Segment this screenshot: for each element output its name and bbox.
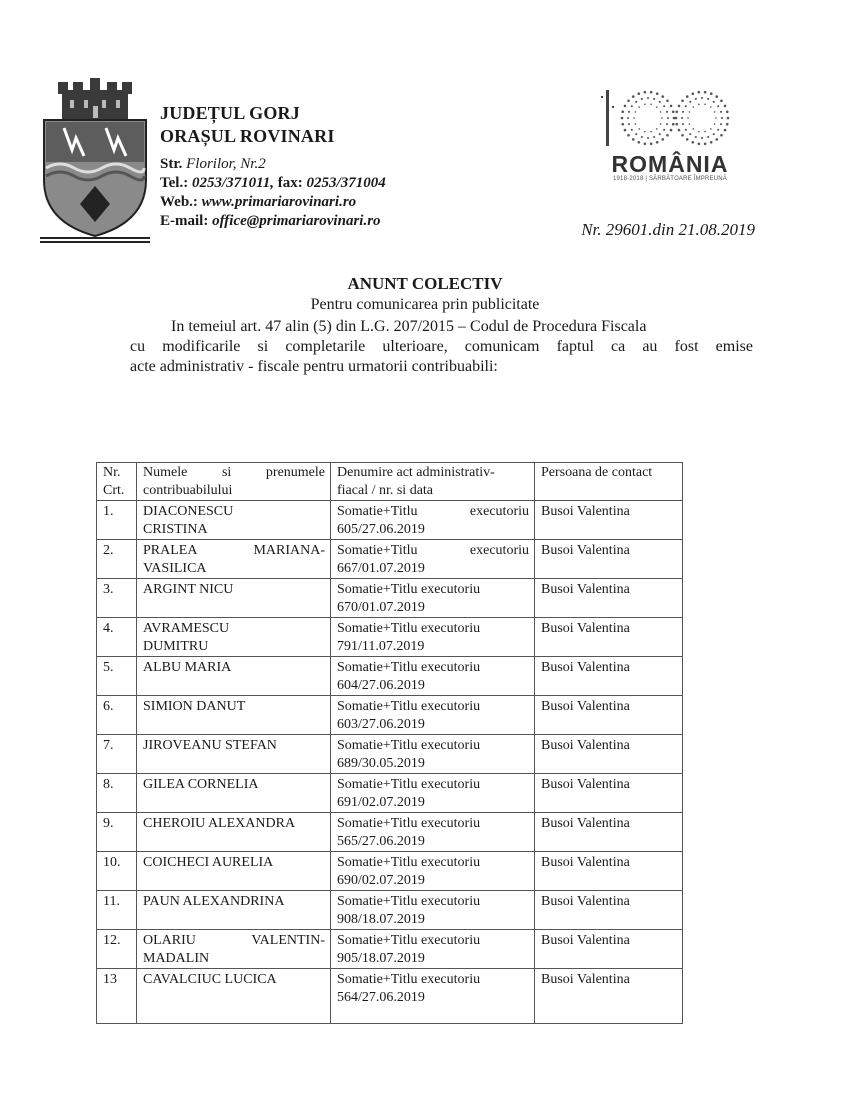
- taxpayers-table: [96, 462, 683, 1024]
- logo-dot: [715, 95, 718, 98]
- header-name: [137, 463, 331, 501]
- logo-dot: [675, 123, 678, 126]
- logo-dot: [704, 131, 706, 133]
- romania-word: ROMÂNIA: [611, 151, 729, 177]
- cell-contact: Busoi Valentina: [535, 618, 683, 657]
- logo-dot: [650, 104, 652, 106]
- cell-act-line1: Somatie+Titlu executoriu: [337, 894, 481, 909]
- logo-dot: [715, 117, 717, 119]
- cell-name: [137, 891, 331, 930]
- announcement-body: [130, 317, 753, 377]
- logo-dot: [624, 129, 627, 132]
- cell-act-line1: Somatie+Titlu executoriu: [337, 582, 481, 597]
- cell-act-line1: Somatie+Titlu executoriu: [337, 699, 481, 714]
- cell-act: [331, 696, 535, 735]
- logo-dot: [635, 101, 637, 103]
- logo-dot: [659, 133, 661, 135]
- table-row: [97, 930, 683, 969]
- cell-name-line1: CHEROIU ALEXANDRA: [143, 816, 296, 831]
- logo-dot: [661, 138, 664, 141]
- cell-name-line1: PRALEA MARIANA-: [143, 543, 325, 558]
- cell-contact: Busoi Valentina: [535, 501, 683, 540]
- logo-dot: [681, 134, 684, 137]
- cell-act: [331, 657, 535, 696]
- logo-dot: [698, 131, 700, 133]
- street-value: Florilor, Nr.2: [186, 156, 266, 172]
- logo-dot: [656, 92, 659, 95]
- logo-dot: [704, 143, 707, 146]
- logo-dot: [686, 138, 689, 141]
- cell-act-line2: 565/27.06.2019: [337, 834, 425, 849]
- logo-dot: [663, 105, 665, 107]
- cell-name-line1: CAVALCIUC LUCICA: [143, 972, 277, 987]
- logo-dot: [656, 106, 658, 108]
- logo-dot: [659, 101, 661, 103]
- phone-line: [160, 174, 460, 193]
- logo-dot: [670, 105, 673, 108]
- logo-dot: [682, 111, 684, 113]
- logo-dot: [681, 117, 683, 119]
- header-act-line1: Denumire act administrativ-: [337, 465, 495, 480]
- logo-dot: [624, 105, 627, 108]
- header-name-line2: contribuabilului: [143, 483, 233, 498]
- logo-dot: [710, 141, 713, 144]
- street-label: Str.: [160, 156, 183, 172]
- header-name-line1: Numele si prenumele: [143, 465, 325, 480]
- logo-dot: [638, 106, 640, 108]
- logo-dot: [724, 129, 727, 132]
- logo-dot: [710, 92, 713, 95]
- logo-dot: [638, 128, 640, 130]
- logo-dot: [637, 141, 640, 144]
- body-line-3: acte administrativ - fiscale pentru urmatorii contribuabili:: [130, 358, 498, 375]
- header-nr-line1: Nr.: [103, 465, 121, 480]
- cell-act: [331, 930, 535, 969]
- logo-dot: [720, 123, 722, 125]
- cell-name-line1: COICHECI AURELIA: [143, 855, 274, 870]
- cell-act-line1: Somatie+Titlu executoriu: [337, 855, 481, 870]
- table-row: [97, 540, 683, 579]
- logo-dot: [704, 91, 707, 94]
- logo-dot: [724, 105, 727, 108]
- cell-contact: Busoi Valentina: [535, 813, 683, 852]
- cell-act: [331, 579, 535, 618]
- cell-act-line2: 691/02.07.2019: [337, 795, 425, 810]
- cell-name-line1: ALBU MARIA: [143, 660, 232, 675]
- street-line: [160, 155, 460, 174]
- table-row: [97, 579, 683, 618]
- logo-dot: [710, 106, 712, 108]
- logo-dot: [627, 134, 630, 137]
- header-contact: Persoana de contact: [535, 463, 683, 501]
- cell-act: [331, 618, 535, 657]
- logo-dot: [666, 134, 669, 137]
- table-row: [97, 696, 683, 735]
- cell-name-line2: MADALIN: [143, 951, 210, 966]
- email-value: office@primariarovinari.ro: [212, 213, 381, 229]
- web-line: [160, 193, 460, 212]
- tel-label: Tel.:: [160, 175, 189, 191]
- logo-dot: [627, 117, 629, 119]
- coat-of-arms-logo: [40, 76, 150, 244]
- email-label: E-mail:: [160, 213, 209, 229]
- cell-nr: 9.: [97, 813, 137, 852]
- cell-name: [137, 930, 331, 969]
- web-value: www.primariarovinari.ro: [201, 194, 357, 210]
- cell-name: [137, 501, 331, 540]
- logo-dot: [689, 123, 691, 125]
- logo-dot: [685, 129, 687, 131]
- logo-dot: [653, 98, 655, 100]
- logo-dot: [663, 129, 665, 131]
- cell-act-line1: Somatie+Titlu executoriu: [337, 543, 529, 558]
- cell-nr: 7.: [97, 735, 137, 774]
- logo-dot: [686, 95, 689, 98]
- logo-dot: [641, 136, 643, 138]
- cell-name-line1: GILEA CORNELIA: [143, 777, 259, 792]
- cell-act-line2: 605/27.06.2019: [337, 522, 425, 537]
- logo-dot: [641, 98, 643, 100]
- romania-tagline: 1918-2018 | SĂRBĂTOARE ÎMPREUNĂ: [612, 176, 728, 182]
- fax-value: 0253/371004: [306, 175, 386, 191]
- logo-dot: [707, 98, 709, 100]
- logo-dot: [635, 123, 637, 125]
- cell-act-line2: 604/27.06.2019: [337, 678, 425, 693]
- cell-act: [331, 891, 535, 930]
- cell-act: [331, 813, 535, 852]
- cell-contact: Busoi Valentina: [535, 579, 683, 618]
- cell-nr: 3.: [97, 579, 137, 618]
- cell-contact: Busoi Valentina: [535, 540, 683, 579]
- cell-act-line2: 690/02.07.2019: [337, 873, 425, 888]
- logo-dot: [678, 129, 681, 132]
- logo-dot: [691, 92, 694, 95]
- logo-dot: [628, 123, 630, 125]
- logo-dot: [661, 117, 663, 119]
- body-line-2: cu modificarile si completarile ulterioare, comunicam faptul ca au fost emise: [130, 338, 753, 355]
- registration-number: Nr. 29601.din 21.08.2019: [581, 220, 755, 239]
- tel-value: 0253/371011,: [191, 175, 275, 191]
- header-act-line2: fiacal / nr. si data: [337, 483, 434, 498]
- logo-dot: [656, 128, 658, 130]
- cell-name: [137, 657, 331, 696]
- logo-dot: [670, 129, 673, 132]
- logo-dot: [695, 98, 697, 100]
- logo-dot: [698, 143, 701, 146]
- cell-nr: 1.: [97, 501, 137, 540]
- table-row: [97, 618, 683, 657]
- cell-act: [331, 540, 535, 579]
- cell-act-line2: 905/18.07.2019: [337, 951, 425, 966]
- logo-dot: [682, 123, 684, 125]
- logo-dot: [660, 111, 662, 113]
- logo-dot: [633, 117, 635, 119]
- cell-name-line1: JIROVEANU STEFAN: [143, 738, 277, 753]
- logo-dot: [698, 104, 700, 106]
- cell-name: [137, 852, 331, 891]
- cell-name: [137, 969, 331, 1024]
- cell-nr: 6.: [97, 696, 137, 735]
- cell-act-line2: 689/30.05.2019: [337, 756, 425, 771]
- table-row: [97, 852, 683, 891]
- logo-dot: [717, 105, 719, 107]
- logo-dot: [710, 128, 712, 130]
- fax-label: fax:: [277, 175, 303, 191]
- logo-dot: [650, 131, 652, 133]
- cell-nr: 8.: [97, 774, 137, 813]
- table-row: [97, 657, 683, 696]
- logo-dot: [681, 99, 684, 102]
- logo-dot: [713, 101, 715, 103]
- cell-nr: 5.: [97, 657, 137, 696]
- logo-dot: [627, 99, 630, 102]
- logo-dot: [644, 91, 647, 94]
- cell-name: [137, 540, 331, 579]
- logo-dot: [704, 104, 706, 106]
- email-line: [160, 212, 460, 231]
- logo-dot: [698, 91, 701, 94]
- logo-dot: [656, 141, 659, 144]
- cell-name-line1: DIACONESCU: [143, 504, 234, 519]
- logo-dot: [635, 133, 637, 135]
- logo-dot: [701, 137, 703, 139]
- cell-contact: Busoi Valentina: [535, 774, 683, 813]
- logo-dot: [644, 143, 647, 146]
- logo-dot: [707, 136, 709, 138]
- logo-dot: [644, 104, 646, 106]
- cell-act-line2: 667/01.07.2019: [337, 561, 425, 576]
- logo-dot: [660, 123, 662, 125]
- cell-nr: 10.: [97, 852, 137, 891]
- table-row: [97, 774, 683, 813]
- cell-name: [137, 735, 331, 774]
- cell-contact: Busoi Valentina: [535, 891, 683, 930]
- logo-dot: [692, 128, 694, 130]
- cell-act-line1: Somatie+Titlu executoriu: [337, 738, 481, 753]
- cell-act-line1: Somatie+Titlu executoriu: [337, 972, 481, 987]
- cell-act-line1: Somatie+Titlu executoriu: [337, 660, 481, 675]
- cell-act-line2: 564/27.06.2019: [337, 990, 425, 1005]
- logo-dot: [726, 123, 729, 126]
- cell-contact: Busoi Valentina: [535, 657, 683, 696]
- logo-dot: [687, 117, 689, 119]
- logo-dot: [721, 117, 723, 119]
- logo-dot: [672, 123, 675, 126]
- county-name: JUDEȚUL GORJ: [160, 103, 300, 123]
- logo-dot: [621, 110, 624, 113]
- logo-dot: [667, 117, 669, 119]
- logo-dot: [632, 95, 635, 98]
- logo-dot: [713, 133, 715, 135]
- logo-dot: [628, 111, 630, 113]
- logo-dot: [631, 105, 633, 107]
- cell-name-line2: CRISTINA: [143, 522, 208, 537]
- logo-dot: [621, 123, 624, 126]
- cell-nr: 12.: [97, 930, 137, 969]
- logo-dot: [647, 137, 649, 139]
- cell-name-line1: ARGINT NICU: [143, 582, 234, 597]
- cell-nr: 4.: [97, 618, 137, 657]
- logo-dot: [632, 138, 635, 141]
- cell-act-line2: 670/01.07.2019: [337, 600, 425, 615]
- logo-dot: [675, 117, 678, 120]
- body-line-1: In temeiul art. 47 alin (5) din L.G. 207/2015 – Codul de Procedura Fiscala: [171, 318, 647, 335]
- cell-name-line1: OLARIU VALENTIN-: [143, 933, 325, 948]
- cell-contact: Busoi Valentina: [535, 969, 683, 1024]
- logo-dot: [621, 117, 624, 120]
- cell-act-line2: 791/11.07.2019: [337, 639, 425, 654]
- town-name: ORAȘUL ROVINARI: [160, 126, 335, 146]
- logo-dot: [720, 99, 723, 102]
- logo-dot: [692, 106, 694, 108]
- header-nr-line2: Crt.: [103, 483, 125, 498]
- table-header-row: [97, 463, 683, 501]
- logo-dot: [650, 91, 653, 94]
- logo-dot: [701, 97, 703, 99]
- table-row: [97, 735, 683, 774]
- table-row: [97, 813, 683, 852]
- logo-dot: [727, 117, 730, 120]
- cell-nr: 11.: [97, 891, 137, 930]
- cell-name: [137, 813, 331, 852]
- logo-dot: [714, 111, 716, 113]
- header-act: [331, 463, 535, 501]
- announcement-subtitle: Pentru comunicarea prin publicitate: [310, 296, 540, 313]
- cell-act: [331, 774, 535, 813]
- logo-dot: [653, 136, 655, 138]
- logo-dot: [666, 99, 669, 102]
- header-nr: [97, 463, 137, 501]
- logo-dot: [685, 105, 687, 107]
- cell-act-line2: 603/27.06.2019: [337, 717, 425, 732]
- logo-dot: [631, 129, 633, 131]
- cell-name-line1: AVRAMESCU: [143, 621, 230, 636]
- logo-dot: [650, 143, 653, 146]
- logo-dot: [715, 138, 718, 141]
- logo-dot: [647, 97, 649, 99]
- cell-name: [137, 774, 331, 813]
- logo-dot: [672, 110, 675, 113]
- cell-name-line2: DUMITRU: [143, 639, 209, 654]
- cell-contact: Busoi Valentina: [535, 852, 683, 891]
- cell-contact: Busoi Valentina: [535, 696, 683, 735]
- logo-dot: [635, 111, 637, 113]
- table-row: [97, 891, 683, 930]
- cell-name-line1: SIMION DANUT: [143, 699, 246, 714]
- cell-act-line1: Somatie+Titlu executoriu: [337, 621, 481, 636]
- logo-dot: [666, 111, 668, 113]
- cell-name: [137, 696, 331, 735]
- table-row: [97, 501, 683, 540]
- web-label: Web.:: [160, 194, 198, 210]
- logo-dot: [720, 134, 723, 137]
- logo-dot: [717, 129, 719, 131]
- logo-dot: [691, 141, 694, 144]
- logo-dot: [678, 105, 681, 108]
- logo-dot: [720, 111, 722, 113]
- cell-act: [331, 969, 535, 1024]
- cell-act-line2: 908/18.07.2019: [337, 912, 425, 927]
- cell-name: [137, 618, 331, 657]
- cell-act: [331, 735, 535, 774]
- logo-dot: [689, 111, 691, 113]
- cell-act-line1: Somatie+Titlu executoriu: [337, 816, 481, 831]
- announcement-title: ANUNT COLECTIV: [347, 274, 503, 293]
- logo-dot: [714, 123, 716, 125]
- cell-contact: Busoi Valentina: [535, 735, 683, 774]
- cell-name-line2: VASILICA: [143, 561, 207, 576]
- logo-dot: [637, 92, 640, 95]
- logo-dot: [689, 133, 691, 135]
- cell-act-line1: Somatie+Titlu executoriu: [337, 933, 481, 948]
- table-row: [97, 969, 683, 1024]
- logo-dot: [661, 95, 664, 98]
- cell-act: [331, 501, 535, 540]
- logo-dot: [644, 131, 646, 133]
- cell-contact: Busoi Valentina: [535, 930, 683, 969]
- cell-nr: 13: [97, 969, 137, 1024]
- logo-dot: [695, 136, 697, 138]
- institution-header: [160, 102, 460, 231]
- cell-name: [137, 579, 331, 618]
- cell-name-line1: PAUN ALEXANDRINA: [143, 894, 285, 909]
- cell-act-line1: Somatie+Titlu executoriu: [337, 504, 529, 519]
- logo-dot: [675, 110, 678, 113]
- logo-dot: [689, 101, 691, 103]
- cell-act: [331, 852, 535, 891]
- cell-nr: 2.: [97, 540, 137, 579]
- logo-dot: [726, 110, 729, 113]
- cell-act-line1: Somatie+Titlu executoriu: [337, 777, 481, 792]
- logo-dot: [666, 123, 668, 125]
